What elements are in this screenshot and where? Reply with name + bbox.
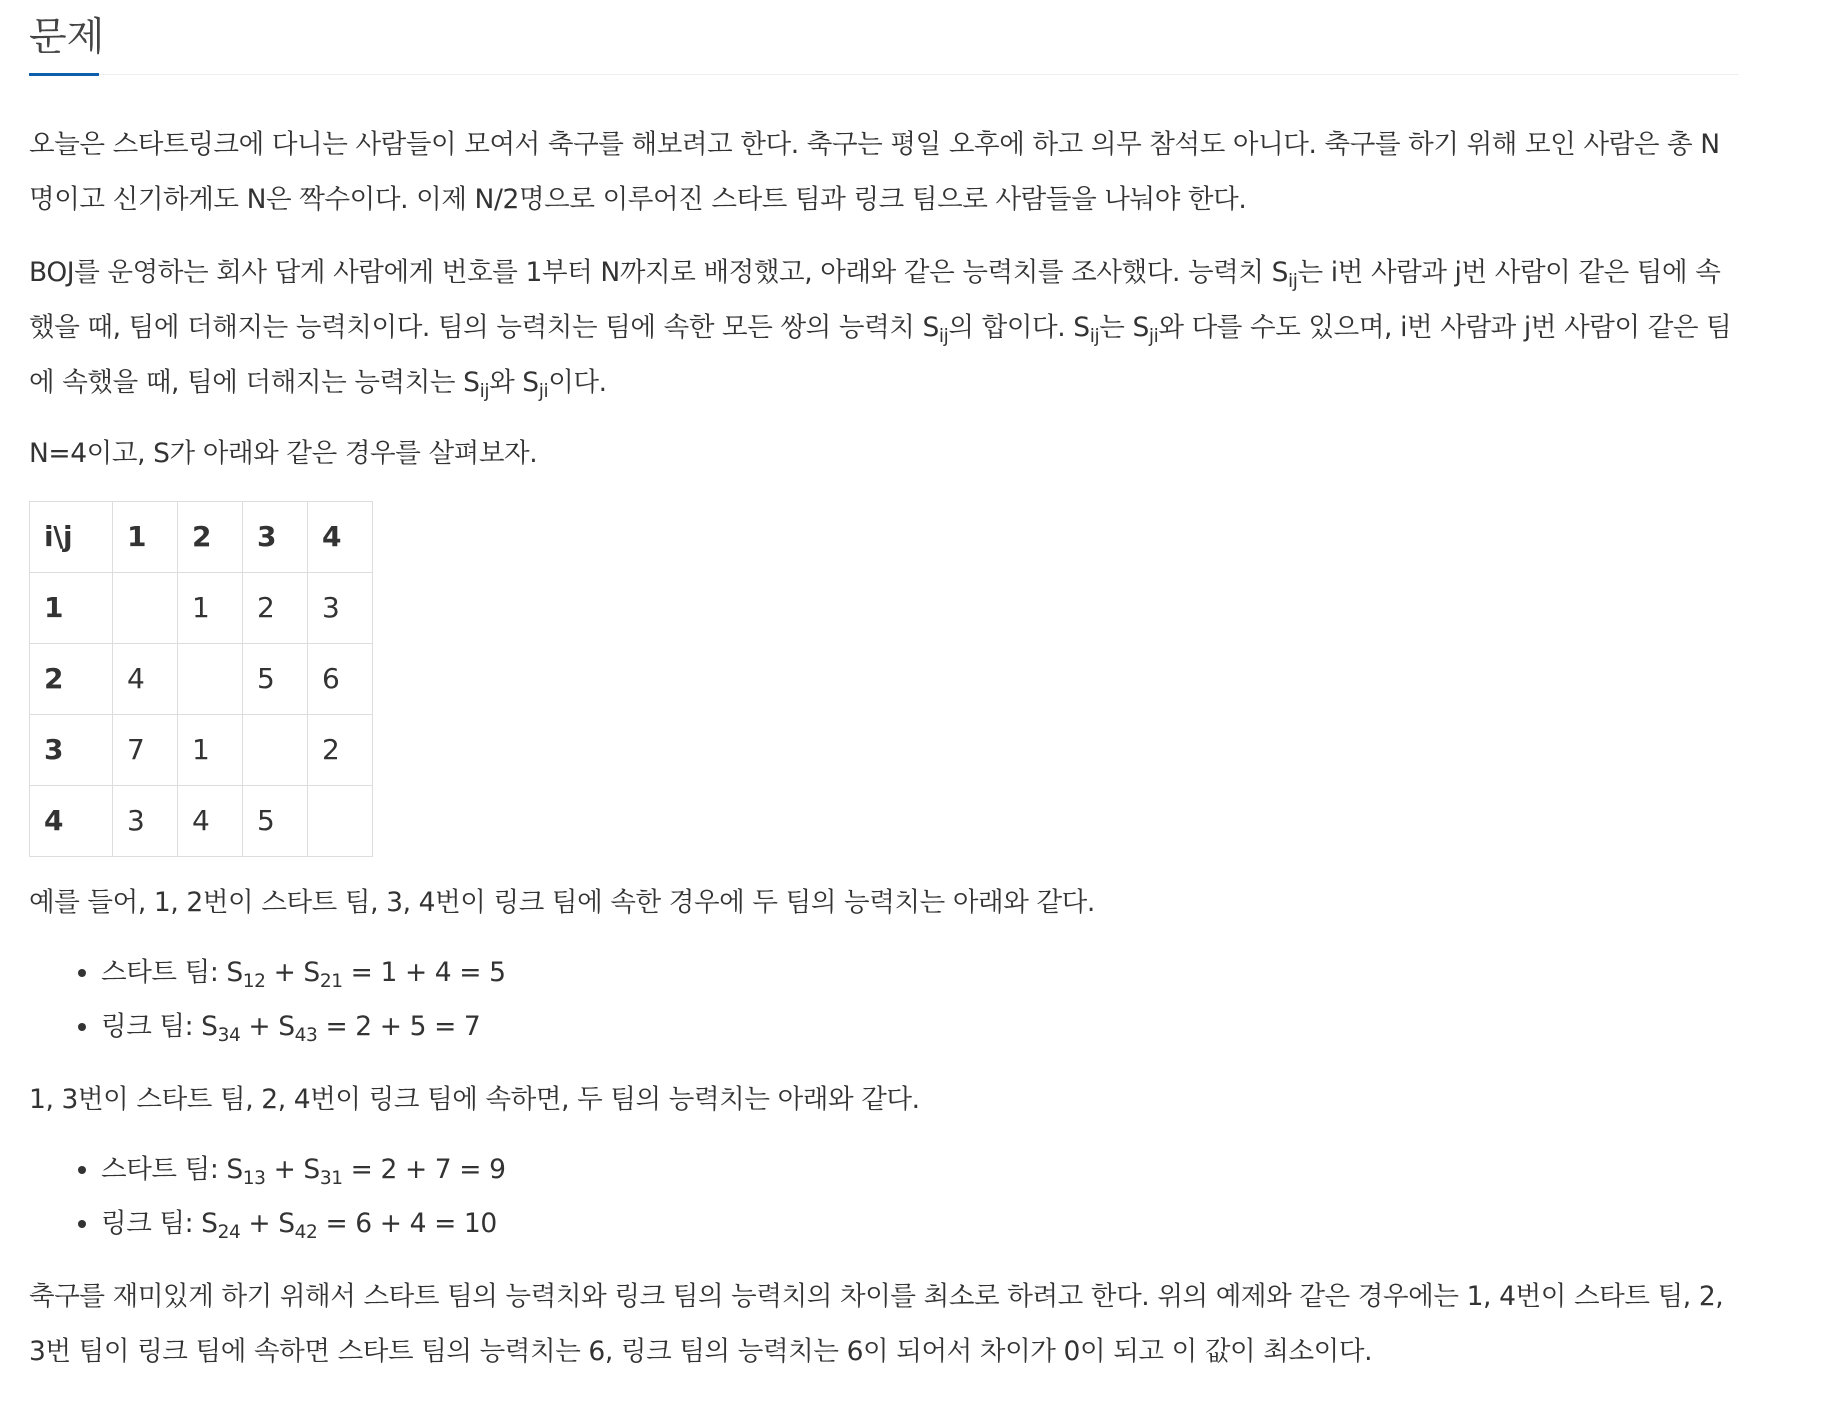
- header-cell: i\j: [30, 502, 113, 573]
- header-cell: 2: [178, 502, 243, 573]
- table-row: [30, 715, 373, 786]
- row-header-cell: 3: [30, 715, 113, 786]
- subscript: ji: [1148, 326, 1159, 347]
- table-cell: 7: [113, 715, 178, 786]
- paragraph-conclusion: 축구를 재미있게 하기 위해서 스타트 팀의 능력치와 링크 팀의 능력치의 차이를 최소로 하려고 한다. 위의 예제와 같은 경우에는 1, 4번이 스타트 팀, 2, 3번 팀이 링크 팀에 속하면 스타트 팀의 능력치는 6, 링크 팀의 능력치는 6이 되어서 차이가 0이 되고 이 값이 최소이다.: [29, 1281, 1724, 1367]
- text-segment: 스타트 팀: S: [101, 1154, 243, 1185]
- title-underline: [29, 73, 99, 76]
- subscript: ij: [1288, 271, 1298, 292]
- text-segment: + S: [240, 1011, 295, 1042]
- text-segment: + S: [265, 957, 320, 988]
- example-1-list: [29, 946, 1739, 1054]
- subscript: 31: [319, 1168, 343, 1189]
- text-segment: BOJ를 운영하는 회사 답게 사람에게 번호를 1부터 N까지로 배정했고, 아래와 같은 능력치를 조사했다. 능력치 S: [29, 257, 1289, 288]
- table-cell: [243, 715, 308, 786]
- table-cell: 2: [243, 573, 308, 644]
- header-cell: 1: [113, 502, 178, 573]
- table-row: [30, 644, 373, 715]
- text-segment: = 2 + 7 = 9: [342, 1154, 506, 1185]
- table-cell: 5: [243, 644, 308, 715]
- subscript: 42: [294, 1222, 318, 1243]
- table-cell: 6: [308, 644, 373, 715]
- list-item: [101, 1000, 1739, 1054]
- table-cell: 3: [308, 573, 373, 644]
- table-cell: 1: [178, 573, 243, 644]
- paragraph-example-1: 예를 들어, 1, 2번이 스타트 팀, 3, 4번이 링크 팀에 속한 경우에 두 팀의 능력치는 아래와 같다.: [29, 887, 1095, 918]
- text-segment: 와 다를 수도 있으며, i번 사람과 j번 사람이 같은 팀에 속했을 때, 팀에 더해지는 능력치는 S: [29, 312, 1732, 398]
- table-cell: [178, 644, 243, 715]
- paragraph-example-2: 1, 3번이 스타트 팀, 2, 4번이 링크 팀에 속하면, 두 팀의 능력치는 아래와 같다.: [29, 1084, 920, 1115]
- paragraph-example-intro: N=4이고, S가 아래와 같은 경우를 살펴보자.: [29, 438, 538, 469]
- text-segment: = 1 + 4 = 5: [342, 957, 506, 988]
- problem-section: [29, 0, 1739, 1379]
- text-segment: 의 합이다. S: [948, 312, 1090, 343]
- list-item: [101, 1143, 1739, 1197]
- section-header: [29, 0, 1739, 75]
- section-title: 문제: [29, 15, 105, 60]
- subscript: 43: [294, 1025, 318, 1046]
- subscript: ji: [538, 381, 549, 402]
- text-segment: + S: [265, 1154, 320, 1185]
- table-cell: [113, 573, 178, 644]
- text-segment: 링크 팀: S: [101, 1011, 218, 1042]
- table-cell: 5: [243, 786, 308, 857]
- paragraph-ability: [29, 245, 1739, 410]
- ability-matrix-table: [29, 501, 373, 857]
- table-header-row: [30, 502, 373, 573]
- table-cell: 2: [308, 715, 373, 786]
- table-cell: 4: [113, 644, 178, 715]
- text-segment: 는 i번 사람과 j번 사람이 같은 팀에 속했을 때, 팀에 더해지는 능력치이다. 팀의 능력치는 팀에 속한 모든 쌍의 능력치 S: [29, 257, 1721, 343]
- paragraph-intro: 오늘은 스타트링크에 다니는 사람들이 모여서 축구를 해보려고 한다. 축구는 평일 오후에 하고 의무 참석도 아니다. 축구를 하기 위해 모인 사람은 총 N명이고 신기하게도 N은 짝수이다. 이제 N/2명으로 이루어진 스타트 팀과 링크 팀으로 사람들을 나눠야 한다.: [29, 129, 1720, 215]
- table-cell: 3: [113, 786, 178, 857]
- list-item: [101, 946, 1739, 1000]
- subscript: ij: [1089, 326, 1100, 347]
- subscript: ij: [479, 381, 490, 402]
- example-2-list: [29, 1143, 1739, 1251]
- subscript: 21: [319, 971, 343, 992]
- row-header-cell: 4: [30, 786, 113, 857]
- subscript: 13: [242, 1168, 266, 1189]
- row-header-cell: 1: [30, 573, 113, 644]
- table-cell: [308, 786, 373, 857]
- subscript: ij: [938, 326, 949, 347]
- text-segment: 와 S: [489, 367, 539, 398]
- text-segment: 링크 팀: S: [101, 1208, 218, 1239]
- list-item: [101, 1197, 1739, 1251]
- table-cell: 1: [178, 715, 243, 786]
- row-header-cell: 2: [30, 644, 113, 715]
- text-segment: + S: [240, 1208, 295, 1239]
- text-segment: 이다.: [548, 367, 607, 398]
- table-row: [30, 573, 373, 644]
- header-cell: 3: [243, 502, 308, 573]
- text-segment: 는 S: [1099, 312, 1149, 343]
- table-row: [30, 786, 373, 857]
- table-cell: 4: [178, 786, 243, 857]
- header-cell: 4: [308, 502, 373, 573]
- subscript: 24: [217, 1222, 241, 1243]
- text-segment: 스타트 팀: S: [101, 957, 243, 988]
- subscript: 12: [242, 971, 266, 992]
- text-segment: = 6 + 4 = 10: [317, 1208, 497, 1239]
- problem-description: [29, 117, 1739, 1379]
- subscript: 34: [217, 1025, 241, 1046]
- text-segment: = 2 + 5 = 7: [317, 1011, 481, 1042]
